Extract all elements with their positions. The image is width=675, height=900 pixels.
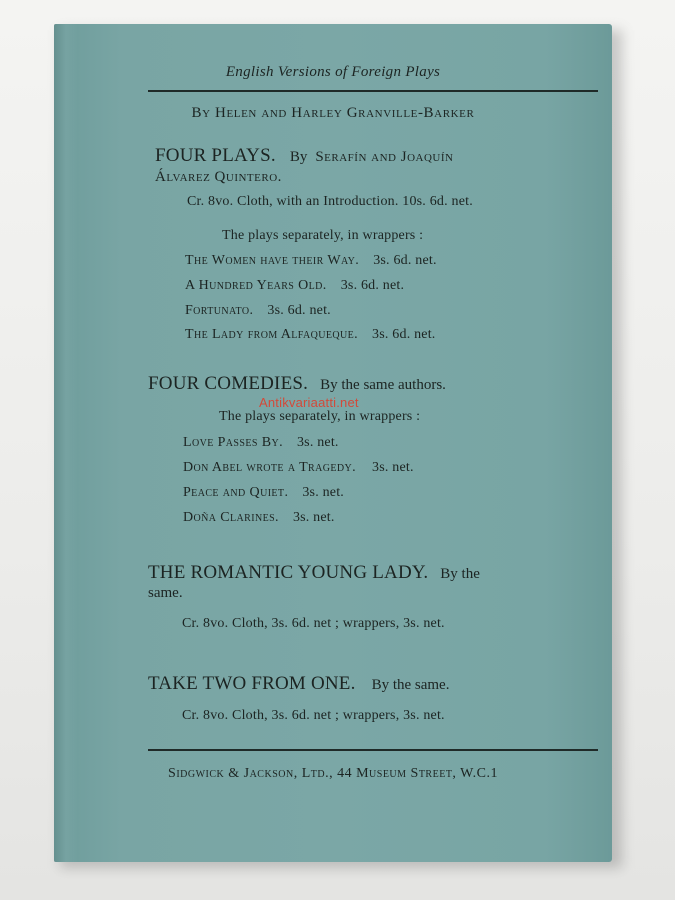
take-two-heading [148, 673, 449, 695]
play-price: 3s. 6d. net. [372, 327, 436, 342]
four-plays-edition: Cr. 8vo. Cloth, with an Introduction. 10s. 6d. net. [187, 194, 473, 209]
spine-shading [54, 24, 78, 862]
play-price: 3s. 6d. net. [340, 278, 405, 293]
list-item [185, 325, 436, 343]
four-plays-title: FOUR PLAYS. [155, 145, 276, 166]
take-two-title: TAKE TWO FROM ONE. [148, 673, 356, 694]
four-plays-heading [155, 145, 453, 167]
play-title: The Lady from Alfaqueque. [185, 327, 359, 342]
book-back-cover [54, 24, 612, 862]
play-title: Fortunato. [185, 303, 254, 318]
four-plays-by: By [289, 149, 308, 165]
list-item [185, 301, 331, 319]
list-item [183, 433, 339, 451]
watermark: Antikvariaatti.net [259, 395, 359, 410]
play-title: The Women have their Way. [185, 253, 360, 268]
four-comedies-by: By the same authors. [320, 377, 446, 393]
four-plays-authors-1: Serafín and Joaquín [315, 149, 454, 165]
top-rule [148, 90, 598, 92]
four-comedies-separately: The plays separately, in wrappers : [219, 409, 421, 424]
list-item [185, 251, 437, 269]
romantic-edition: Cr. 8vo. Cloth, 3s. 6d. net ; wrappers, 3s. net. [182, 616, 445, 631]
four-comedies-heading [148, 373, 446, 395]
publisher-imprint: Sidgwick & Jackson, Ltd., 44 Museum Street, W.C.1 [168, 766, 498, 781]
list-item [183, 458, 414, 476]
four-plays-authors-2: Álvarez Quintero. [155, 169, 282, 185]
romantic-heading [148, 562, 480, 584]
play-price: 3s. net. [292, 510, 335, 525]
series-title: English Versions of Foreign Plays [225, 64, 441, 80]
play-price: 3s. 6d. net. [267, 303, 331, 318]
play-title: A Hundred Years Old. [185, 278, 327, 293]
list-item [183, 508, 335, 526]
play-title: Love Passes By. [183, 435, 283, 450]
list-item [185, 276, 404, 294]
bottom-rule [148, 749, 598, 751]
play-title: Don Abel wrote a Tragedy. [183, 460, 357, 475]
play-price: 3s. net. [372, 460, 414, 475]
take-two-edition: Cr. 8vo. Cloth, 3s. 6d. net ; wrappers, 3s. net. [182, 708, 445, 723]
four-plays-separately: The plays separately, in wrappers : [222, 228, 424, 243]
play-price: 3s. net. [296, 435, 339, 450]
romantic-by-continued: same. [148, 585, 183, 601]
romantic-by: By the [440, 566, 480, 582]
play-title: Peace and Quiet. [183, 485, 289, 500]
byline: By Helen and Harley Granville-Barker [191, 105, 475, 121]
play-title: Doña Clarines. [183, 510, 279, 525]
list-item [183, 483, 344, 501]
romantic-title: THE ROMANTIC YOUNG LADY. [148, 562, 429, 583]
four-comedies-title: FOUR COMEDIES. [148, 373, 309, 394]
take-two-by: By the same. [371, 677, 450, 693]
play-price: 3s. 6d. net. [373, 253, 437, 268]
play-price: 3s. net. [302, 485, 344, 500]
